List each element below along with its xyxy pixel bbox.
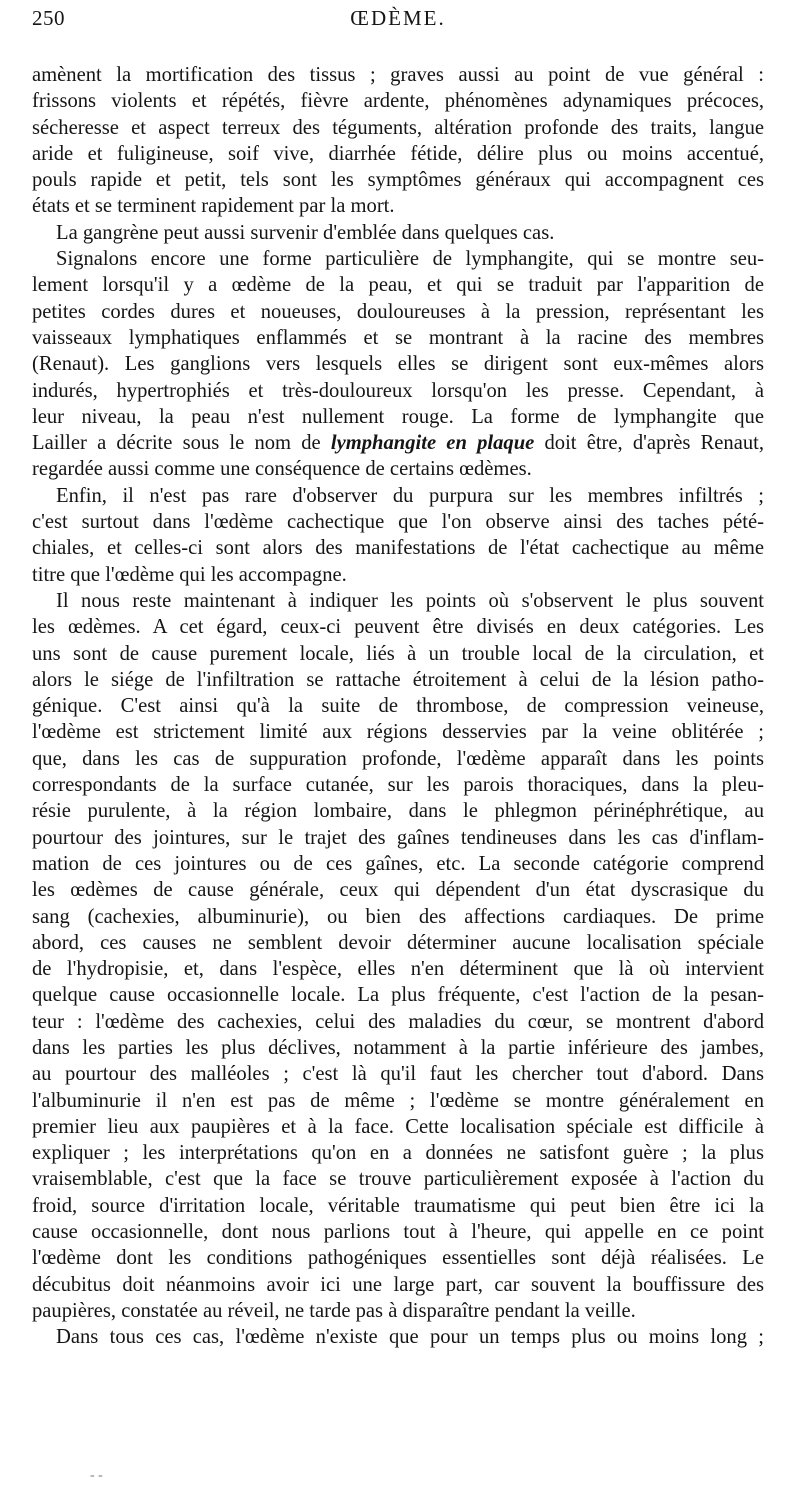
text-line: mation de ces jointures ou de ces gaînes, etc. La seconde catégorie comprend: [32, 852, 764, 875]
text-line: froid, source d'irritation locale, véritable traumatisme qui peut bien être ici la: [32, 1194, 764, 1217]
text-line: au pourtour des malléoles ; c'est là qu'il faut les chercher tout d'abord. Dans: [32, 1063, 764, 1086]
text-line: vaisseaux lymphatiques enflammés et se montrant à la racine des membres: [32, 326, 764, 349]
paragraph-3: [32, 246, 764, 483]
text-line: frissons violents et répétés, fièvre ardente, phénomènes adynamiques précoces,: [32, 90, 764, 113]
text-line: états et se terminent rapidement par la mort.: [32, 195, 395, 218]
text-line: génique. C'est ainsi qu'à la suite de thrombose, de compression veineuse,: [32, 695, 764, 718]
text-line: Il nous reste maintenant à indiquer les points où s'observent le plus souvent: [56, 589, 764, 612]
text-line: de l'hydropisie, et, dans l'espèce, elles n'en déterminent que là où intervient: [32, 958, 764, 981]
running-head: [32, 6, 764, 38]
text-line: leur niveau, la peau n'est nullement rouge. La forme de lymphangite que: [32, 405, 764, 428]
paragraph-6: [32, 1324, 764, 1350]
text-line: correspondants de la surface cutanée, sur les parois thoraciques, dans la pleu-: [32, 774, 764, 797]
text-line-with-italic: [32, 430, 764, 456]
text-line: dans les parties les plus déclives, notamment à la partie inférieure des jambes,: [32, 1036, 764, 1059]
page-number: 250: [32, 6, 65, 30]
text-line: expliquer ; les interprétations qu'on en a données ne satisfont guère ; la plus: [32, 1142, 764, 1165]
text-line: regardée aussi comme une conséquence de certains œdèmes.: [32, 458, 532, 481]
text-segment: Lailler a décrite sous le nom de: [32, 432, 331, 455]
text-line: uns sont de cause purement locale, liés à un trouble local de la circulation, et: [32, 642, 764, 665]
text-line: indurés, hypertrophiés et très-douloureux lorsqu'on les presse. Cependant, à: [32, 379, 764, 402]
text-line: c'est surtout dans l'œdème cachectique que l'on observe ainsi des taches pété-: [32, 511, 764, 534]
text-line: cause occasionnelle, dont nous parlions tout à l'heure, qui appelle en ce point: [32, 1221, 764, 1244]
text-line: Signalons encore une forme particulière de lymphangite, qui se montre seu-: [56, 248, 764, 271]
book-page: [32, 0, 764, 1495]
paragraph-4: [32, 483, 764, 588]
running-title: ŒDÈME.: [350, 6, 446, 30]
text-line: les œdèmes de cause générale, ceux qui dépendent d'un état dyscrasique du: [32, 879, 764, 902]
text-line: quelque cause occasionnelle locale. La plus fréquente, c'est l'action de la pesan-: [32, 984, 764, 1007]
text-line: que, dans les cas de suppuration profonde, l'œdème apparaît dans les points: [32, 747, 764, 770]
text-line: les œdèmes. A cet égard, ceux-ci peuvent être divisés en deux catégories. Les: [32, 616, 764, 639]
text-line: aride et fuligineuse, soif vive, diarrhée fétide, délire plus ou moins accentué,: [32, 142, 764, 165]
paragraph-2: [32, 220, 764, 246]
text-line: Enfin, il n'est pas rare d'observer du purpura sur les membres infiltrés ;: [56, 484, 764, 507]
text-line: l'œdème dont les conditions pathogéniques essentielles sont déjà réalisées. Le: [32, 1247, 764, 1270]
text-line: pourtour des jointures, sur le trajet des gaînes tendineuses dans les cas d'inflam-: [32, 826, 764, 849]
text-line: titre que l'œdème qui les accompagne.: [32, 563, 347, 586]
text-line: La gangrène peut aussi survenir d'emblée dans quelques cas.: [56, 221, 555, 244]
text-line: alors le siége de l'infiltration se rattache étroitement à celui de la lésion patho-: [32, 668, 764, 691]
text-line: vraisemblable, c'est que la face se trouve particulièrement exposée à l'action du: [32, 1168, 764, 1191]
text-line: Dans tous ces cas, l'œdème n'existe que pour un temps plus ou moins long ;: [56, 1326, 764, 1349]
text-line: résie purulente, à la région lombaire, dans le phlegmon périnéphrétique, au: [32, 800, 764, 823]
text-line: l'albuminurie il n'en est pas de même ; l'œdème se montre généralement en: [32, 1089, 764, 1112]
text-line: premier lieu aux paupières et à la face. Cette localisation spéciale est difficile à: [32, 1115, 764, 1138]
text-line: teur : l'œdème des cachexies, celui des maladies du cœur, se montrent d'abord: [32, 1010, 764, 1033]
paragraph-5: [32, 588, 764, 1324]
text-line: pouls rapide et petit, tels sont les symptômes généraux qui accompagnent ces: [32, 169, 764, 192]
text-line: chiales, et celles-ci sont alors des manifestations de l'état cachectique au même: [32, 537, 764, 560]
text-line: décubitus doit néanmoins avoir ici une large part, car souvent la bouffissure des: [32, 1273, 764, 1296]
text-line: sang (cachexies, albuminurie), ou bien des affections cardiaques. De prime: [32, 905, 764, 928]
text-line: paupières, constatée au réveil, ne tarde pas à disparaître pendant la veille.: [32, 1299, 636, 1322]
footer-mark: - -: [90, 1468, 103, 1483]
text-line: l'œdème est strictement limité aux régions desservies par la veine oblitérée ;: [32, 721, 764, 744]
text-line: sécheresse et aspect terreux des téguments, altération profonde des traits, langue: [32, 116, 764, 139]
body-text: [32, 62, 764, 1351]
text-line: abord, ces causes ne semblent devoir déterminer aucune localisation spéciale: [32, 931, 764, 954]
text-line: amènent la mortification des tissus ; graves aussi au point de vue général :: [32, 64, 764, 86]
paragraph-1: [32, 62, 764, 220]
text-segment: doit être, d'après Renaut,: [534, 432, 765, 455]
italic-term: lymphangite en plaque: [330, 432, 535, 455]
text-line: petites cordes dures et noueuses, douloureuses à la pression, représentant les: [32, 300, 764, 323]
text-line: (Renaut). Les ganglions vers lesquels elles se dirigent sont eux-mêmes alors: [32, 353, 764, 376]
text-line: lement lorsqu'il y a œdème de la peau, et qui se traduit par l'apparition de: [32, 274, 764, 297]
